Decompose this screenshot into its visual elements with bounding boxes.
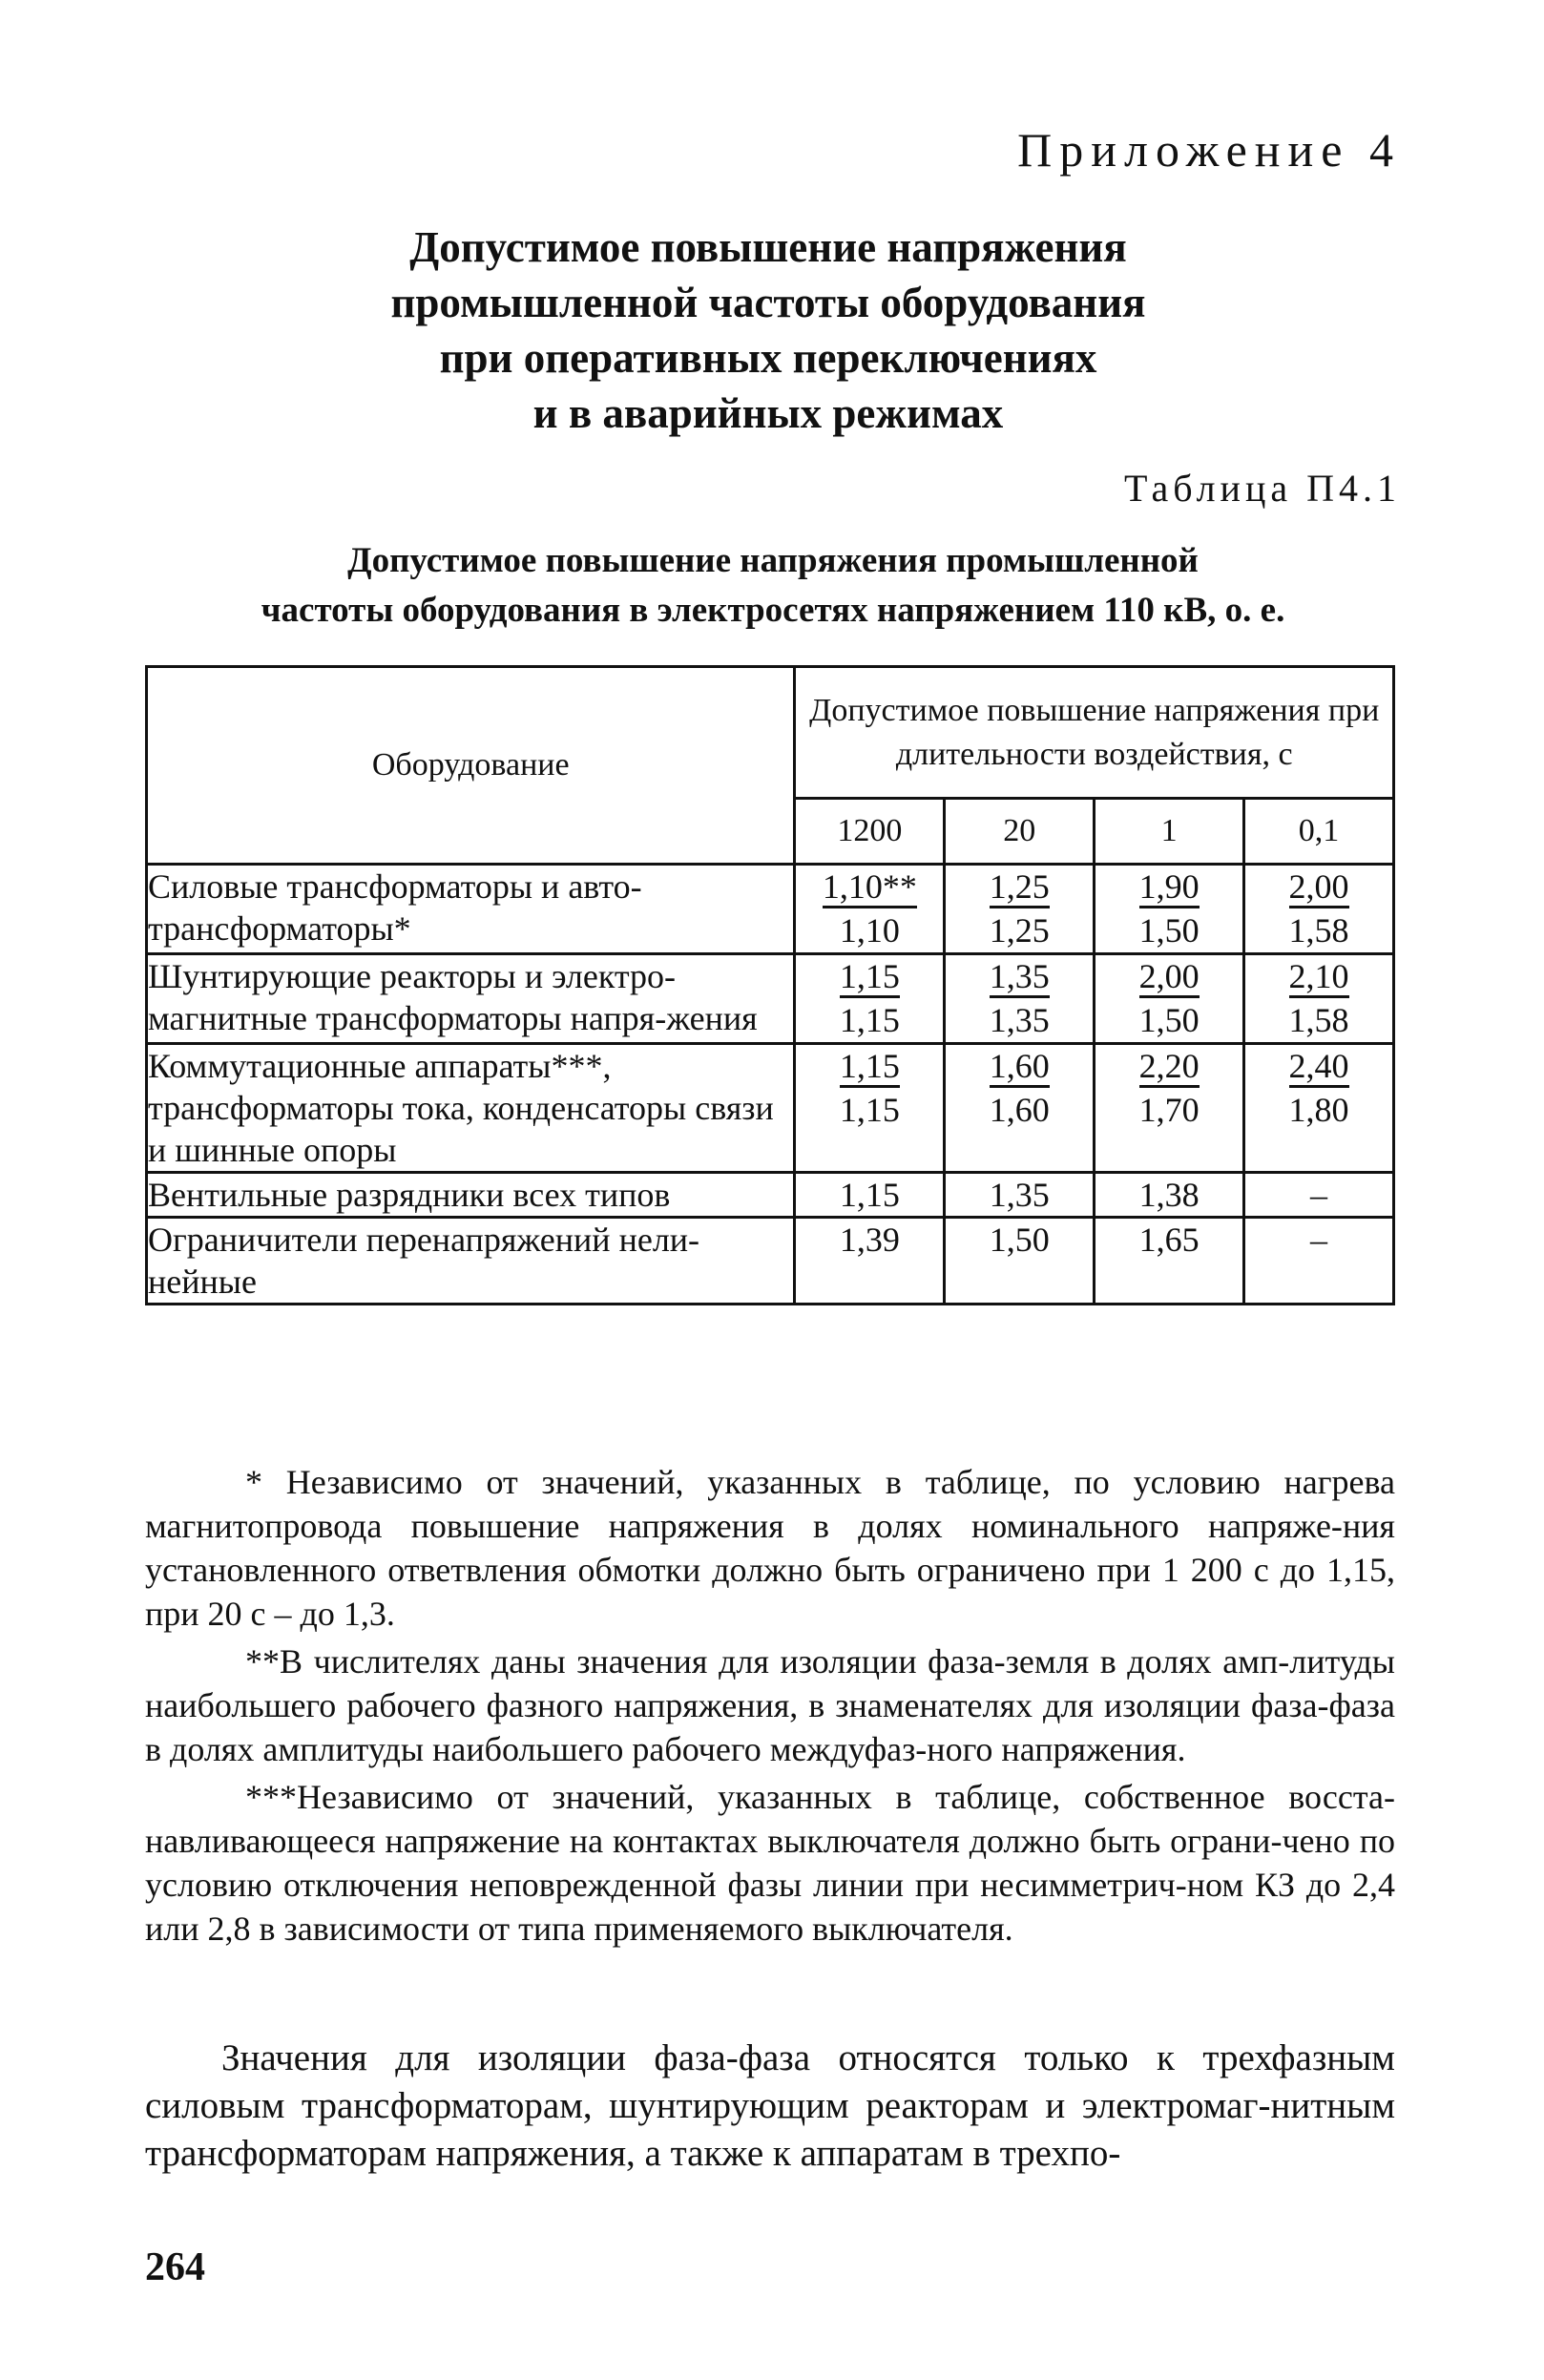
denominator-value: 1,58 xyxy=(1288,911,1349,950)
page-title xyxy=(229,219,1307,441)
equipment-cell: Шунтирующие реакторы и электро-магнитные трансформаторы напря-жения xyxy=(147,954,795,1044)
voltage-table xyxy=(145,665,1395,1305)
denominator-value: 1,50 xyxy=(1138,1001,1200,1039)
table-title-line: Допустимое повышение напряжения промышленной xyxy=(347,541,1199,580)
footnote: ***Независимо от значений, указанных в таблице, собственное восста-навливающееся напряжение на контактах выключателя должно быть ограни-чено по условию отключения неповрежденной фазы линии при несимметрич-ном КЗ до 2,4 или 2,8 в зависимости от типа применяемого выключателя. xyxy=(145,1778,1395,1948)
value-cell xyxy=(945,1044,1095,1173)
value-cell xyxy=(1095,1044,1244,1173)
column-header-duration: 0,1 xyxy=(1244,799,1394,865)
single-value: 1,15 xyxy=(839,1176,900,1214)
table-label: Таблица П4.1 xyxy=(1124,467,1401,510)
denominator-value: 1,50 xyxy=(1138,911,1200,950)
body-paragraph: Значения для изоляции фаза-фаза относятся только к трехфазным силовым трансформаторам, шунтирующим реакторам и электромаг-нитным трансформаторам напряжения, а также к аппаратам в трехпо- xyxy=(145,2037,1395,2174)
numerator-value: 1,25 xyxy=(990,867,1050,908)
column-header-equipment: Оборудование xyxy=(147,667,795,865)
footnote: **В числителях даны значения для изоляции фаза-земля в долях амп-литуды наибольшего рабочего фазного напряжения, в знаменателях для изоляции фаза-фаза в долях амплитуды наибольшего рабочего междуфаз-ного напряжения. xyxy=(145,1642,1395,1768)
value-cell xyxy=(795,1173,945,1218)
numerator-value: 1,35 xyxy=(990,957,1050,998)
single-value: 1,38 xyxy=(1138,1176,1200,1214)
table-row xyxy=(147,865,1394,954)
page-title-line: и в аварийных режимах xyxy=(532,389,1004,437)
value-cell xyxy=(1244,1044,1394,1173)
table-title-line: частоты оборудования в электросетях напряжением 110 кВ, о. е. xyxy=(261,591,1285,630)
single-value: 1,50 xyxy=(989,1221,1050,1259)
table-row xyxy=(147,1044,1394,1173)
footnote: * Независимо от значений, указанных в таблице, по условию нагрева магнитопровода повышение напряжения в долях номинального напряже-ния установленного ответвления обмотки должно быть ограничено при 1 200 с до 1,15, при 20 с – до 1,3. xyxy=(145,1463,1395,1633)
numerator-value: 1,90 xyxy=(1139,867,1200,908)
equipment-cell: Коммутационные аппараты***, трансформаторы тока, конденсаторы связи и шинные опоры xyxy=(147,1044,795,1173)
denominator-value: 1,58 xyxy=(1288,1001,1349,1039)
denominator-value: 1,15 xyxy=(839,1001,900,1039)
numerator-value: 1,15 xyxy=(840,957,900,998)
table-row xyxy=(147,954,1394,1044)
value-cell xyxy=(1244,954,1394,1044)
single-value: 1,65 xyxy=(1138,1221,1200,1259)
value-cell xyxy=(1095,1218,1244,1305)
value-cell xyxy=(1244,1218,1394,1305)
value-cell xyxy=(795,1044,945,1173)
numerator-value: 2,10 xyxy=(1289,957,1349,998)
value-cell xyxy=(945,954,1095,1044)
value-cell xyxy=(795,1218,945,1305)
single-value: – xyxy=(1310,1176,1328,1214)
page-title-line: Допустимое повышение напряжения xyxy=(409,223,1127,271)
single-value: – xyxy=(1310,1221,1328,1259)
footnotes xyxy=(145,1460,1395,1954)
equipment-cell: Силовые трансформаторы и авто-трансформаторы* xyxy=(147,865,795,954)
denominator-value: 1,60 xyxy=(989,1091,1050,1129)
page-title-line: промышленной частоты оборудования xyxy=(390,279,1146,326)
value-cell xyxy=(945,1218,1095,1305)
column-header-duration: 1200 xyxy=(795,799,945,865)
denominator-value: 1,25 xyxy=(989,911,1050,950)
value-cell xyxy=(945,865,1095,954)
table-row xyxy=(147,1173,1394,1218)
numerator-value: 2,20 xyxy=(1139,1047,1200,1088)
value-cell xyxy=(1095,954,1244,1044)
numerator-value: 1,60 xyxy=(990,1047,1050,1088)
column-header-group: Допустимое повышение напряжения при длительности воздействия, с xyxy=(795,667,1394,799)
value-cell xyxy=(795,954,945,1044)
denominator-value: 1,15 xyxy=(839,1091,900,1129)
value-cell xyxy=(1095,865,1244,954)
value-cell xyxy=(795,865,945,954)
column-header-duration: 20 xyxy=(945,799,1095,865)
denominator-value: 1,70 xyxy=(1138,1091,1200,1129)
page-title-line: при оперативных переключениях xyxy=(439,334,1097,382)
numerator-value: 1,15 xyxy=(840,1047,900,1088)
value-cell xyxy=(945,1173,1095,1218)
numerator-value: 2,40 xyxy=(1289,1047,1349,1088)
equipment-cell: Вентильные разрядники всех типов xyxy=(147,1173,795,1218)
column-header-duration: 1 xyxy=(1095,799,1244,865)
value-cell xyxy=(1095,1173,1244,1218)
single-value: 1,35 xyxy=(989,1176,1050,1214)
value-cell xyxy=(1244,1173,1394,1218)
numerator-value: 2,00 xyxy=(1289,867,1349,908)
denominator-value: 1,10 xyxy=(839,911,900,950)
numerator-value: 1,10** xyxy=(823,867,917,908)
single-value: 1,39 xyxy=(839,1221,900,1259)
denominator-value: 1,35 xyxy=(989,1001,1050,1039)
table-title xyxy=(181,536,1365,636)
appendix-label: Приложение 4 xyxy=(1017,123,1401,177)
equipment-cell: Ограничители перенапряжений нели-нейные xyxy=(147,1218,795,1305)
page-number: 264 xyxy=(145,2245,205,2289)
denominator-value: 1,80 xyxy=(1288,1091,1349,1129)
numerator-value: 2,00 xyxy=(1139,957,1200,998)
value-cell xyxy=(1244,865,1394,954)
table-row xyxy=(147,1218,1394,1305)
